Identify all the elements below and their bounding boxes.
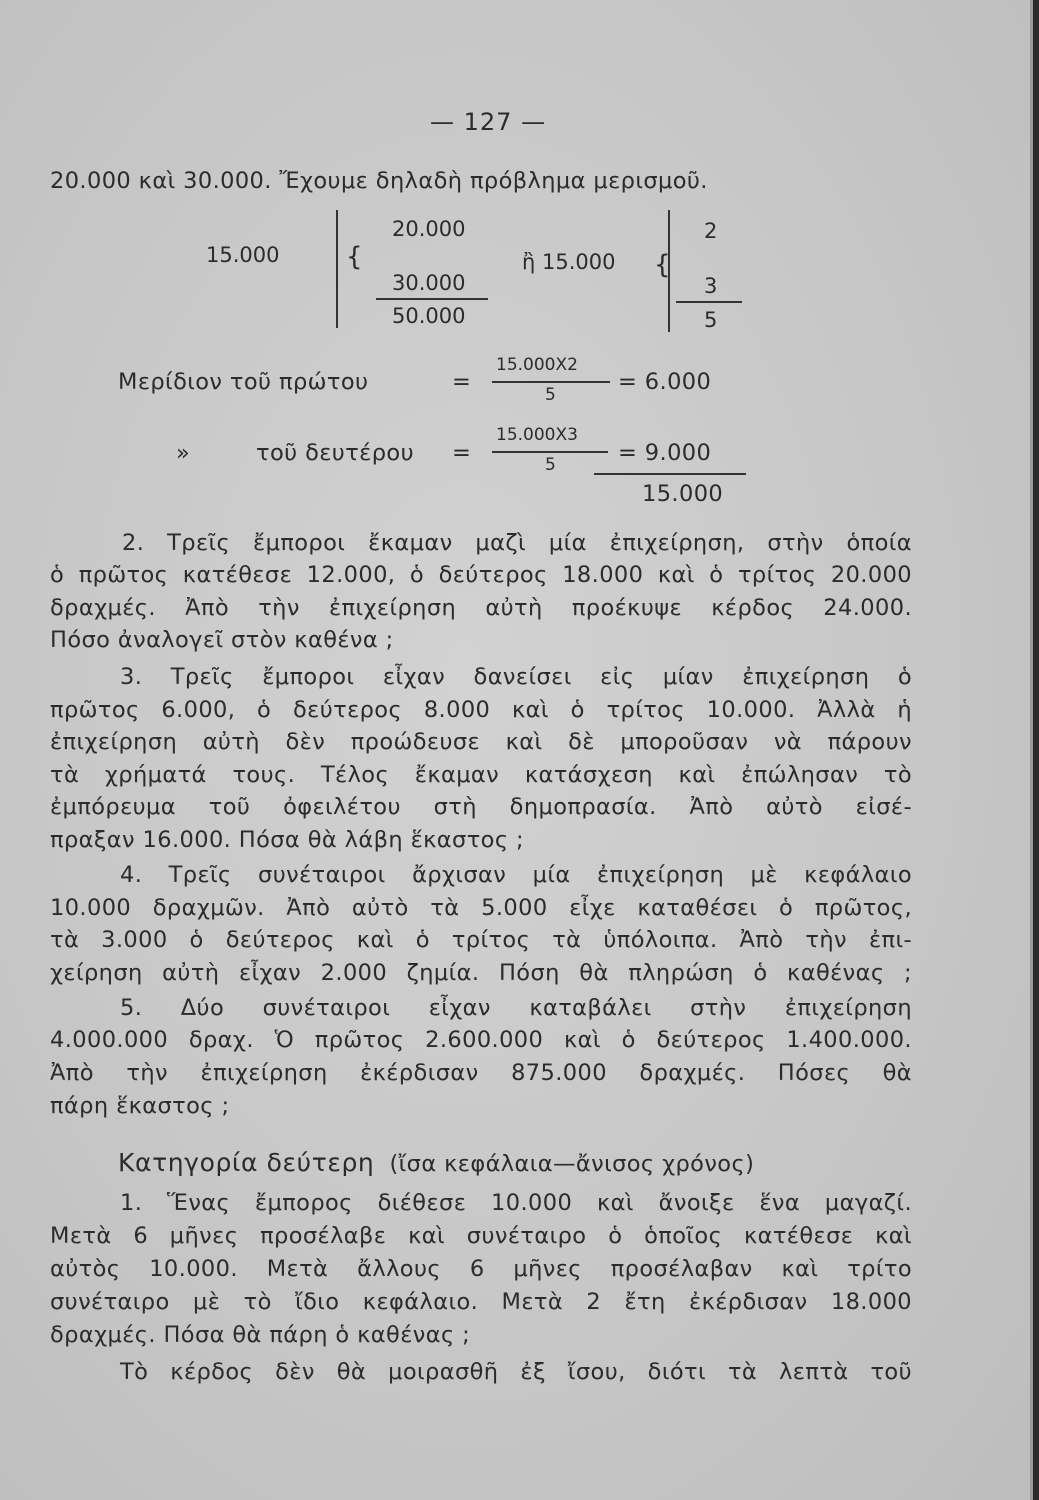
share-first-fraction-bar: [492, 381, 610, 383]
scheme-left-a: 20.000: [392, 217, 466, 241]
problem-4-line: 10.000 δραχμῶν. Ἀπὸ αὐτὸ τὰ 5.000 εἶχε καταθέσει ὁ πρῶτος,: [50, 895, 912, 921]
left-brace-line: [336, 210, 338, 328]
problem-b1-line: συνέταιρο μὲ τὸ ἴδιο κεφάλαιο. Μετὰ 2 ἔτη ἐκέρδισαν 18.000: [50, 1289, 912, 1315]
closing-line: Τὸ κέρδος δὲν θὰ μοιρασθῆ ἐξ ἴσου, διότι τὰ λεπτὰ τοῦ: [120, 1359, 912, 1385]
share-first-equals: =: [452, 369, 472, 395]
share-total-line: [594, 473, 746, 475]
share-total: 15.000: [642, 481, 724, 507]
scheme-total: 15.000: [206, 243, 280, 267]
right-brace-tip: {: [654, 250, 671, 280]
share-second-result: = 9.000: [618, 440, 712, 466]
share-first-label: Μερίδιον τοῦ πρώτου: [118, 369, 369, 395]
problem-3-line: τὰ χρήματά τους. Τέλος ἔκαμαν κατάσχεση καὶ ἐπώλησαν τὸ: [50, 762, 912, 788]
problem-b1-line: δραχμές. Πόσα θὰ πάρη ὁ καθένας ;: [50, 1322, 471, 1348]
problem-3-line: ἐπιχείρηση αὐτὴ δὲν προώδευσε καὶ δὲ μποροῦσαν νὰ πάρουν: [50, 729, 912, 755]
problem-3-line: 3. Τρεῖς ἔμποροι εἶχαν δανείσει εἰς μίαν ἐπιχείρηση ὁ: [120, 664, 912, 690]
scheme-right-a: 2: [704, 219, 718, 243]
share-second-equals: =: [452, 440, 472, 466]
scheme-left-sum: 50.000: [392, 304, 466, 328]
scheme-right-sum-line: [676, 301, 742, 303]
problem-2-line: δραχμές. Ἀπὸ τὴν ἐπιχείρηση αὐτὴ προέκυψε κέρδος 24.000.: [50, 595, 912, 621]
share-first-result: = 6.000: [618, 369, 712, 395]
page-number: — 127 —: [430, 108, 547, 136]
problem-5-line: πάρη ἕκαστος ;: [50, 1093, 230, 1119]
problem-3-line: πραξαν 16.000. Πόσα θὰ λάβη ἕκαστος ;: [50, 827, 524, 853]
problem-b1-line: 1. Ἕνας ἔμπορος διέθεσε 10.000 καὶ ἄνοιξε ἕνα μαγαζί.: [120, 1190, 912, 1216]
problem-2-line: ὁ πρῶτος κατέθεσε 12.000, ὁ δεύτερος 18.000 καὶ ὁ τρίτος 20.000: [50, 562, 912, 588]
problem-2-line: 2. Τρεῖς ἔμποροι ἔκαμαν μαζὶ μία ἐπιχείρηση, στὴν ὁποία: [122, 530, 912, 556]
share-first-denominator: 5: [545, 385, 556, 405]
share-second-label: τοῦ δευτέρου: [256, 440, 415, 466]
problem-4-line: 4. Τρεῖς συνέταιροι ἄρχισαν μία ἐπιχείρηση μὲ κεφάλαιο: [120, 862, 912, 888]
share-first-numerator: 15.000X2: [496, 355, 578, 375]
problem-4-line: χείρηση αὐτὴ εἶχαν 2.000 ζημία. Πόση θὰ πληρώση ὁ καθένας ;: [50, 960, 912, 986]
share-second-numerator: 15.000X3: [496, 425, 578, 445]
share-second-denominator: 5: [545, 455, 556, 475]
problem-5-line: Ἀπὸ τὴν ἐπιχείρηση ἐκέρδισαν 875.000 δραχμές. Πόσες θὰ: [50, 1060, 912, 1086]
problem-b1-line: Μετὰ 6 μῆνες προσέλαβε καὶ συνέταιρο ὁ ὁποῖος κατέθεσε καὶ: [50, 1223, 912, 1249]
section-heading: [118, 1148, 754, 1177]
section-heading-subtitle: (ἴσα κεφάλαια—ἄνισος χρόνος): [389, 1151, 755, 1177]
problem-5-line: 4.000.000 δραχ. Ὁ πρῶτος 2.600.000 καὶ ὁ δεύτερος 1.400.000.: [50, 1027, 912, 1053]
problem-b1-line: αὐτὸς 10.000. Μετὰ ἄλλους 6 μῆνες προσέλαβαν καὶ τρίτο: [50, 1256, 912, 1282]
problem-5-line: 5. Δύο συνέταιροι εἶχαν καταβάλει στὴν ἐπιχείρηση: [120, 995, 912, 1021]
section-heading-title: Κατηγορία δεύτερη: [118, 1148, 375, 1177]
problem-4-line: τὰ 3.000 ὁ δεύτερος καὶ ὁ τρίτος τὰ ὑπόλοιπα. Ἀπὸ τὴν ἐπι-: [50, 927, 912, 953]
share-second-fraction-bar: [492, 451, 608, 453]
problem-2-line: Πόσο ἀναλογεῖ στὸν καθένα ;: [50, 627, 394, 653]
brace-tip: {: [346, 242, 363, 272]
scheme-left-sum-line: [376, 298, 488, 300]
scheme-or-label: ἢ 15.000: [522, 250, 616, 274]
scheme-right-b: 3: [704, 274, 718, 298]
scheme-right-sum: 5: [704, 308, 718, 332]
share-second-ditto: »: [176, 440, 191, 466]
problem-3-line: πρῶτος 6.000, ὁ δεύτερος 8.000 καὶ ὁ τρίτος 10.000. Ἀλλὰ ἡ: [50, 697, 912, 723]
intro-line: 20.000 καὶ 30.000. Ἔχουμε δηλαδὴ πρόβλημα μερισμοῦ.: [50, 168, 708, 194]
problem-3-line: ἐμπόρευμα τοῦ ὀφειλέτου στὴ δημοπρασία. Ἀπὸ αὐτὸ εἰσέ-: [50, 794, 912, 820]
scheme-left-b: 30.000: [392, 271, 466, 295]
